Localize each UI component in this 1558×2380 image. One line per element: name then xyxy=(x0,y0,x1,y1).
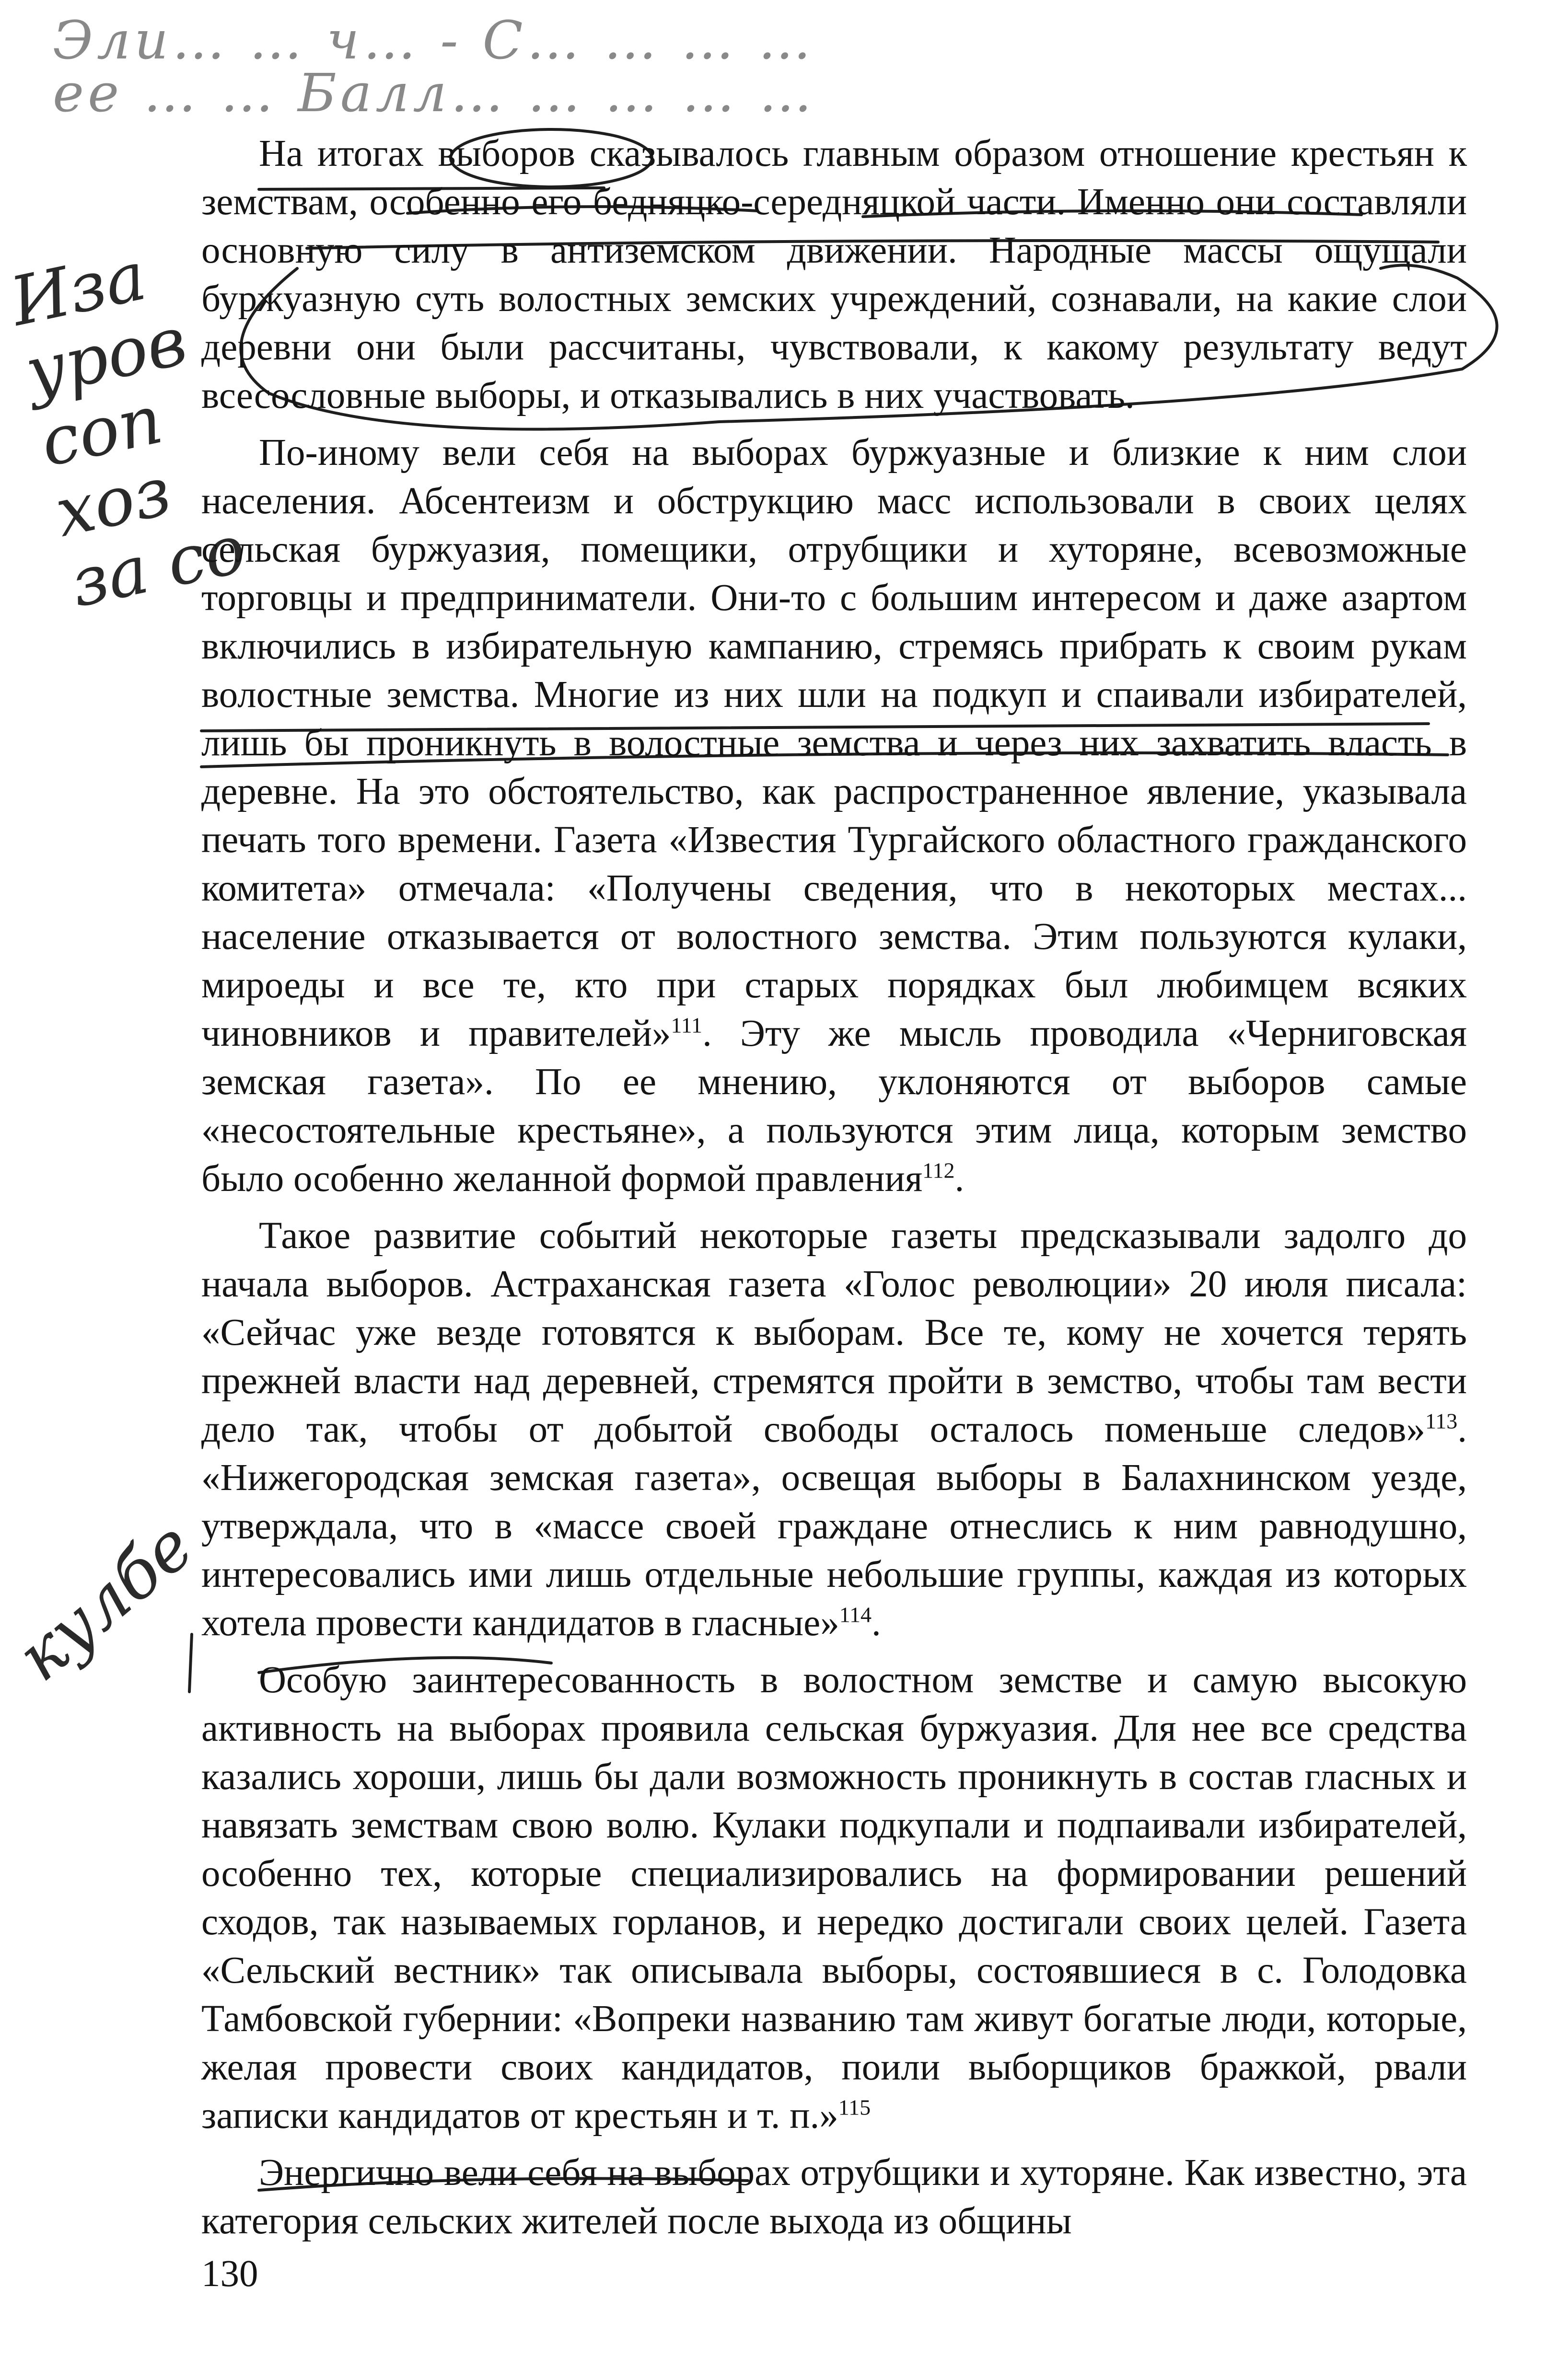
paragraph-text: Энергично вели себя на выборах отрубщики и хуторяне. Как известно, эта категория сельских жителей после выхода из общины xyxy=(201,2152,1467,2242)
paragraph-2 xyxy=(201,428,1467,1203)
paragraph-1 xyxy=(201,129,1467,420)
footnote-ref: 114 xyxy=(839,1602,872,1627)
paragraph-3 xyxy=(201,1212,1467,1647)
paragraph-text: . «Нижегородская земская газета», освещая выборы в Балахнинском уезде, утверждала, что в «массе своей граждане отнеслись к ним равнодушно, интересовались ими лишь отдельные небольшие группы, каждая из которых хотела провести кандидатов в гласные» xyxy=(201,1409,1467,1644)
paragraph-text: Особую заинтересованность в волостном земстве и самую высокую активность на выборах проявила сельская буржуазия. Для нее все средства казались хороши, лишь бы дали возможность проникнуть в состав гласных и навязать земствам свою волю. Кулаки подкупали и подпаивали избирателей, особенно тех, которые специализировались на формировании решений сходов, так называемых горланов, и нередко достигали своих целей. Газета «Сельский вестник» так описывала выборы, состоявшиеся в с. Голодовка Тамбовской губернии: «Вопреки названию там живут богатые люди, которые, желая провести своих кандидатов, поили выборщиков бражкой, рвали записки кандидатов от крестьян и т. п.» xyxy=(201,1659,1467,2137)
page-number: 130 xyxy=(201,2253,258,2295)
paragraph-text: . Эту же мысль проводила «Черниговская земская газета». По ее мнению, уклоняются от выборов самые «несостоятельные крестьяне», а пользуются этим лица, которым земство было особенно желанной формой правления xyxy=(201,1013,1467,1200)
paragraph-text: По-иному вели себя на выборах буржуазные и близкие к ним слои населения. Абсентеизм и обструкцию масс использовали в своих целях сельская буржуазия, помещики, отрубщики и хуторяне, всевозможные торговцы и предприниматели. Они-то с большим интересом и даже азартом включились в избирательную кампанию, стремясь прибрать к своим рукам волостные земства. Многие из них шли на подкуп и спаивали избирателей, лишь бы проникнуть в волостные земства и через них захватить власть в деревне. На это обстоятельство, как распространенное явление, указывала печать того времени. Газета «Известия Тургайского областного гражданского комитета» отмечала: «Получены сведения, что в некоторых местах... население отказывается от волостного земства. Этим пользуются кулаки, мироеды и все те, кто при старых порядках был любимцем всяких чиновников и правителей» xyxy=(201,432,1467,1054)
paragraph-text: Такое развитие событий некоторые газеты предсказывали задолго до начала выборов. Астраханская газета «Голос революции» 20 июля писала: «Сейчас уже везде готовятся к выборам. Все те, кому не хочется терять прежней власти над деревней, стремятся пройти в земство, чтобы там вести дело так, чтобы от добытой свободы осталось поменьше следов» xyxy=(201,1215,1467,1450)
paragraph-text: . xyxy=(954,1158,965,1200)
handwritten-note-top-1: Эли… … ч… - С… … … … xyxy=(53,10,815,71)
handwritten-note-margin-1: Иза уров соп хоз за со xyxy=(4,237,253,623)
handwritten-note-top-2: ее … … Балл… … … … … xyxy=(53,62,816,124)
handwritten-note-margin-2: кулбе xyxy=(2,1506,208,1697)
paragraph-text: На итогах выборов сказывалось главным образом отношение крестьян к земствам, особенно его бедняцко-середняцкой части. Именно они составляли основную силу в антиземском движении. Народные массы ощущали буржуазную суть волостных земских учреждений, сознавали, на какие слои деревни они были рассчитаны, чувствовали, к какому результату ведут всесословные выборы, и отказывались в них участвовать. xyxy=(201,133,1467,416)
footnote-ref: 113 xyxy=(1425,1409,1458,1433)
page-body xyxy=(201,129,1467,2245)
bracket-mark xyxy=(189,1634,192,1692)
footnote-ref: 115 xyxy=(838,2095,871,2120)
paragraph-text: . xyxy=(872,1602,881,1644)
paragraph-4 xyxy=(201,1656,1467,2140)
footnote-ref: 111 xyxy=(671,1013,703,1038)
footnote-ref: 112 xyxy=(922,1158,955,1183)
paragraph-5 xyxy=(201,2149,1467,2245)
